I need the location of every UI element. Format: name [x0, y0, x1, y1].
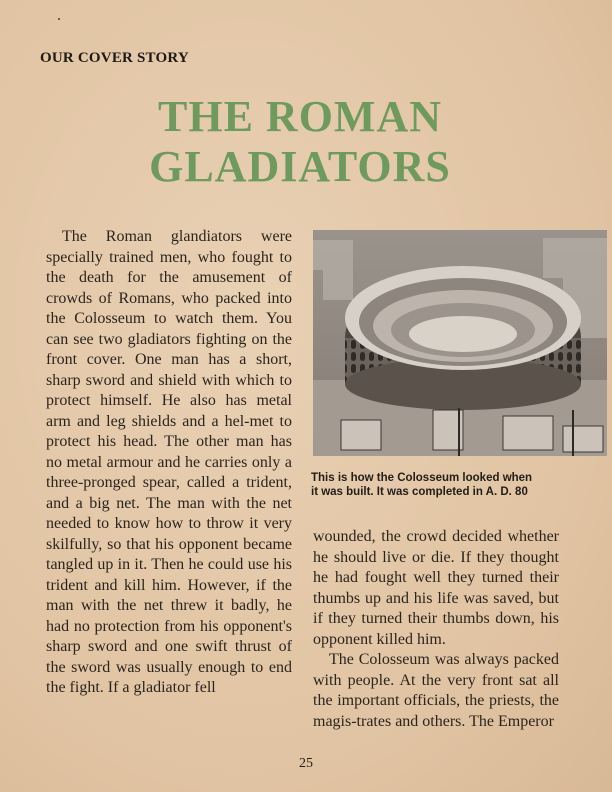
- article-column-1: [46, 227, 292, 699]
- paragraph: The Roman glandiators were specially trained men, who fought to the death for the amusement of crowds of Romans, who packed into the Colosseum to watch them. You can see two gladiators fighting on the front cover. One man has a short, sharp sword and shield with which to protect himself. He also has metal arm and leg shields and a hel-met to protect his head. The other man has no metal armour and he carries only a three-pronged spear, called a trident, and a big net. The man with the net needed to know how to throw it very skilfully, so that his opponent became tangled up in it. Then he could use his trident and kill him. However, if the man with the net threw it badly, he had no protection from his opponent's sharp sword and one swift thrust of the sword was usually enough to end the fight. If a gladiator fell: [46, 228, 292, 696]
- print-speck: [58, 18, 60, 20]
- figure-caption: This is how the Colosseum looked when it was built. It was completed in A. D. 80: [311, 472, 533, 498]
- paragraph: wounded, the crowd decided whether he should live or die. If they thought he had fought well they turned their thumbs up and his life was saved, but if they turned their thumbs down, his opponent killed him.: [313, 528, 559, 648]
- page-number: 25: [299, 756, 313, 771]
- article-title: THE ROMAN GLADIATORS: [149, 92, 451, 191]
- section-label: OUR COVER STORY: [40, 50, 189, 66]
- colosseum-illustration: [313, 230, 607, 456]
- colosseum-image: [313, 230, 607, 456]
- paragraph: The Colosseum was always packed with people. At the very front sat all the important officials, the priests, the magis-trates and others. The Emperor: [313, 651, 559, 730]
- article-column-2: [313, 527, 559, 732]
